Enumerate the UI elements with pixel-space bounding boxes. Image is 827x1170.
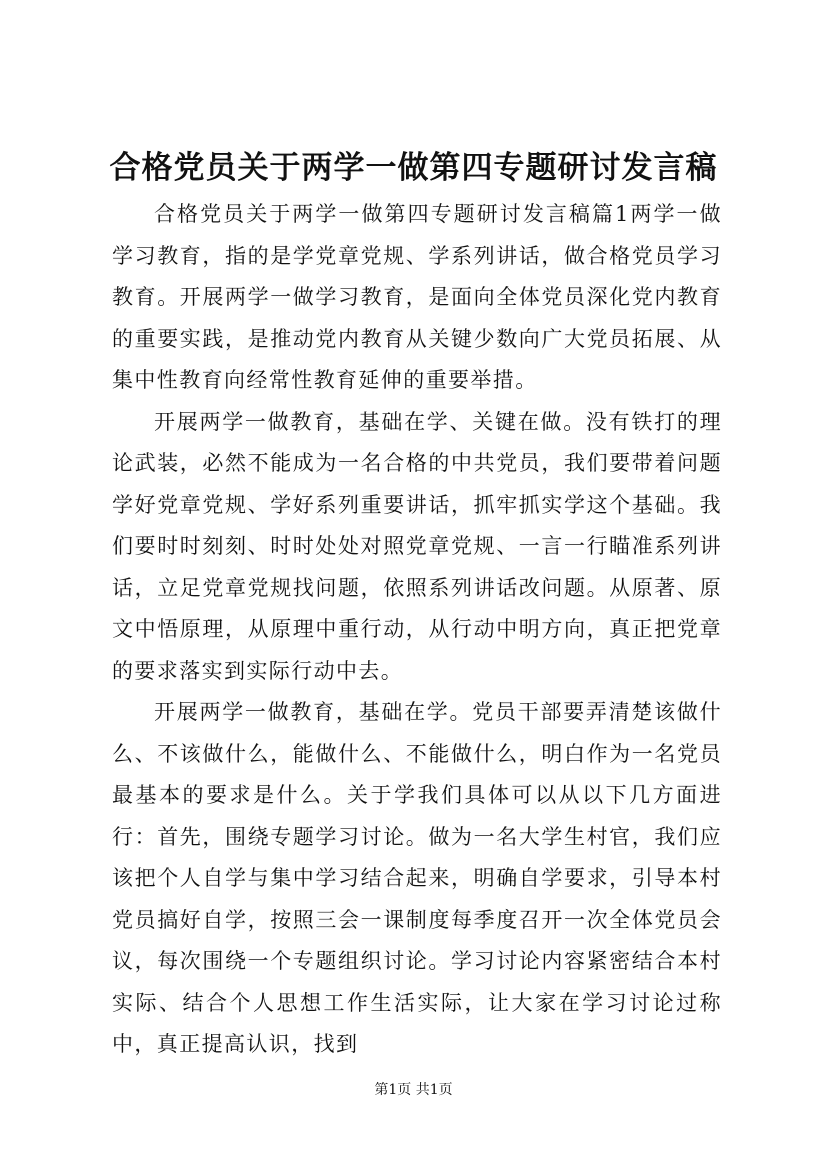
paragraph-3: 开展两学一做教育，基础在学。党员干部要弄清楚该做什么、不该做什么，能做什么、不能做什么，明白作为一名党员最基本的要求是什么。关于学我们具体可以从以下几方面进行：首先，围绕专题学习讨论。做为一名大学生村官，我们应该把个人自学与集中学习结合起来，明确自学要求，引导本村党员搞好自学，按照三会一课制度每季度召开一次全体党员会议，每次围绕一个专题组织讨论。学习讨论内容紧密结合本村实际、结合个人思想工作生活实际，让大家在学习讨论过称中，真正提高认识，找到 (112, 700, 722, 1056)
document-title: 合格党员关于两学一做第四专题研讨发言稿 (109, 150, 718, 186)
document-body (112, 194, 722, 1066)
paragraph-2: 开展两学一做教育，基础在学、关键在做。没有铁打的理论武装，必然不能成为一名合格的中共党员，我们要带着问题学好党章党规、学好系列重要讲话，抓牢抓实学这个基础。我们要时时刻刻、时时处处对照党章党规、一言一行瞄准系列讲话，立足党章党规找问题，依照系列讲话改问题。从原著、原文中悟原理，从原理中重行动，从行动中明方向，真正把党章的要求落实到实际行动中去。 (112, 409, 722, 683)
paragraph-1: 合格党员关于两学一做第四专题研讨发言稿篇1两学一做学习教育，指的是学党章党规、学系列讲话，做合格党员学习教育。开展两学一做学习教育，是面向全体党员深化党内教育的重要实践，是推动党内教育从关键少数向广大党员拓展、从集中性教育向经常性教育延伸的重要举措。 (112, 202, 722, 392)
page-footer: 第1页 共1页 (374, 1082, 453, 1098)
